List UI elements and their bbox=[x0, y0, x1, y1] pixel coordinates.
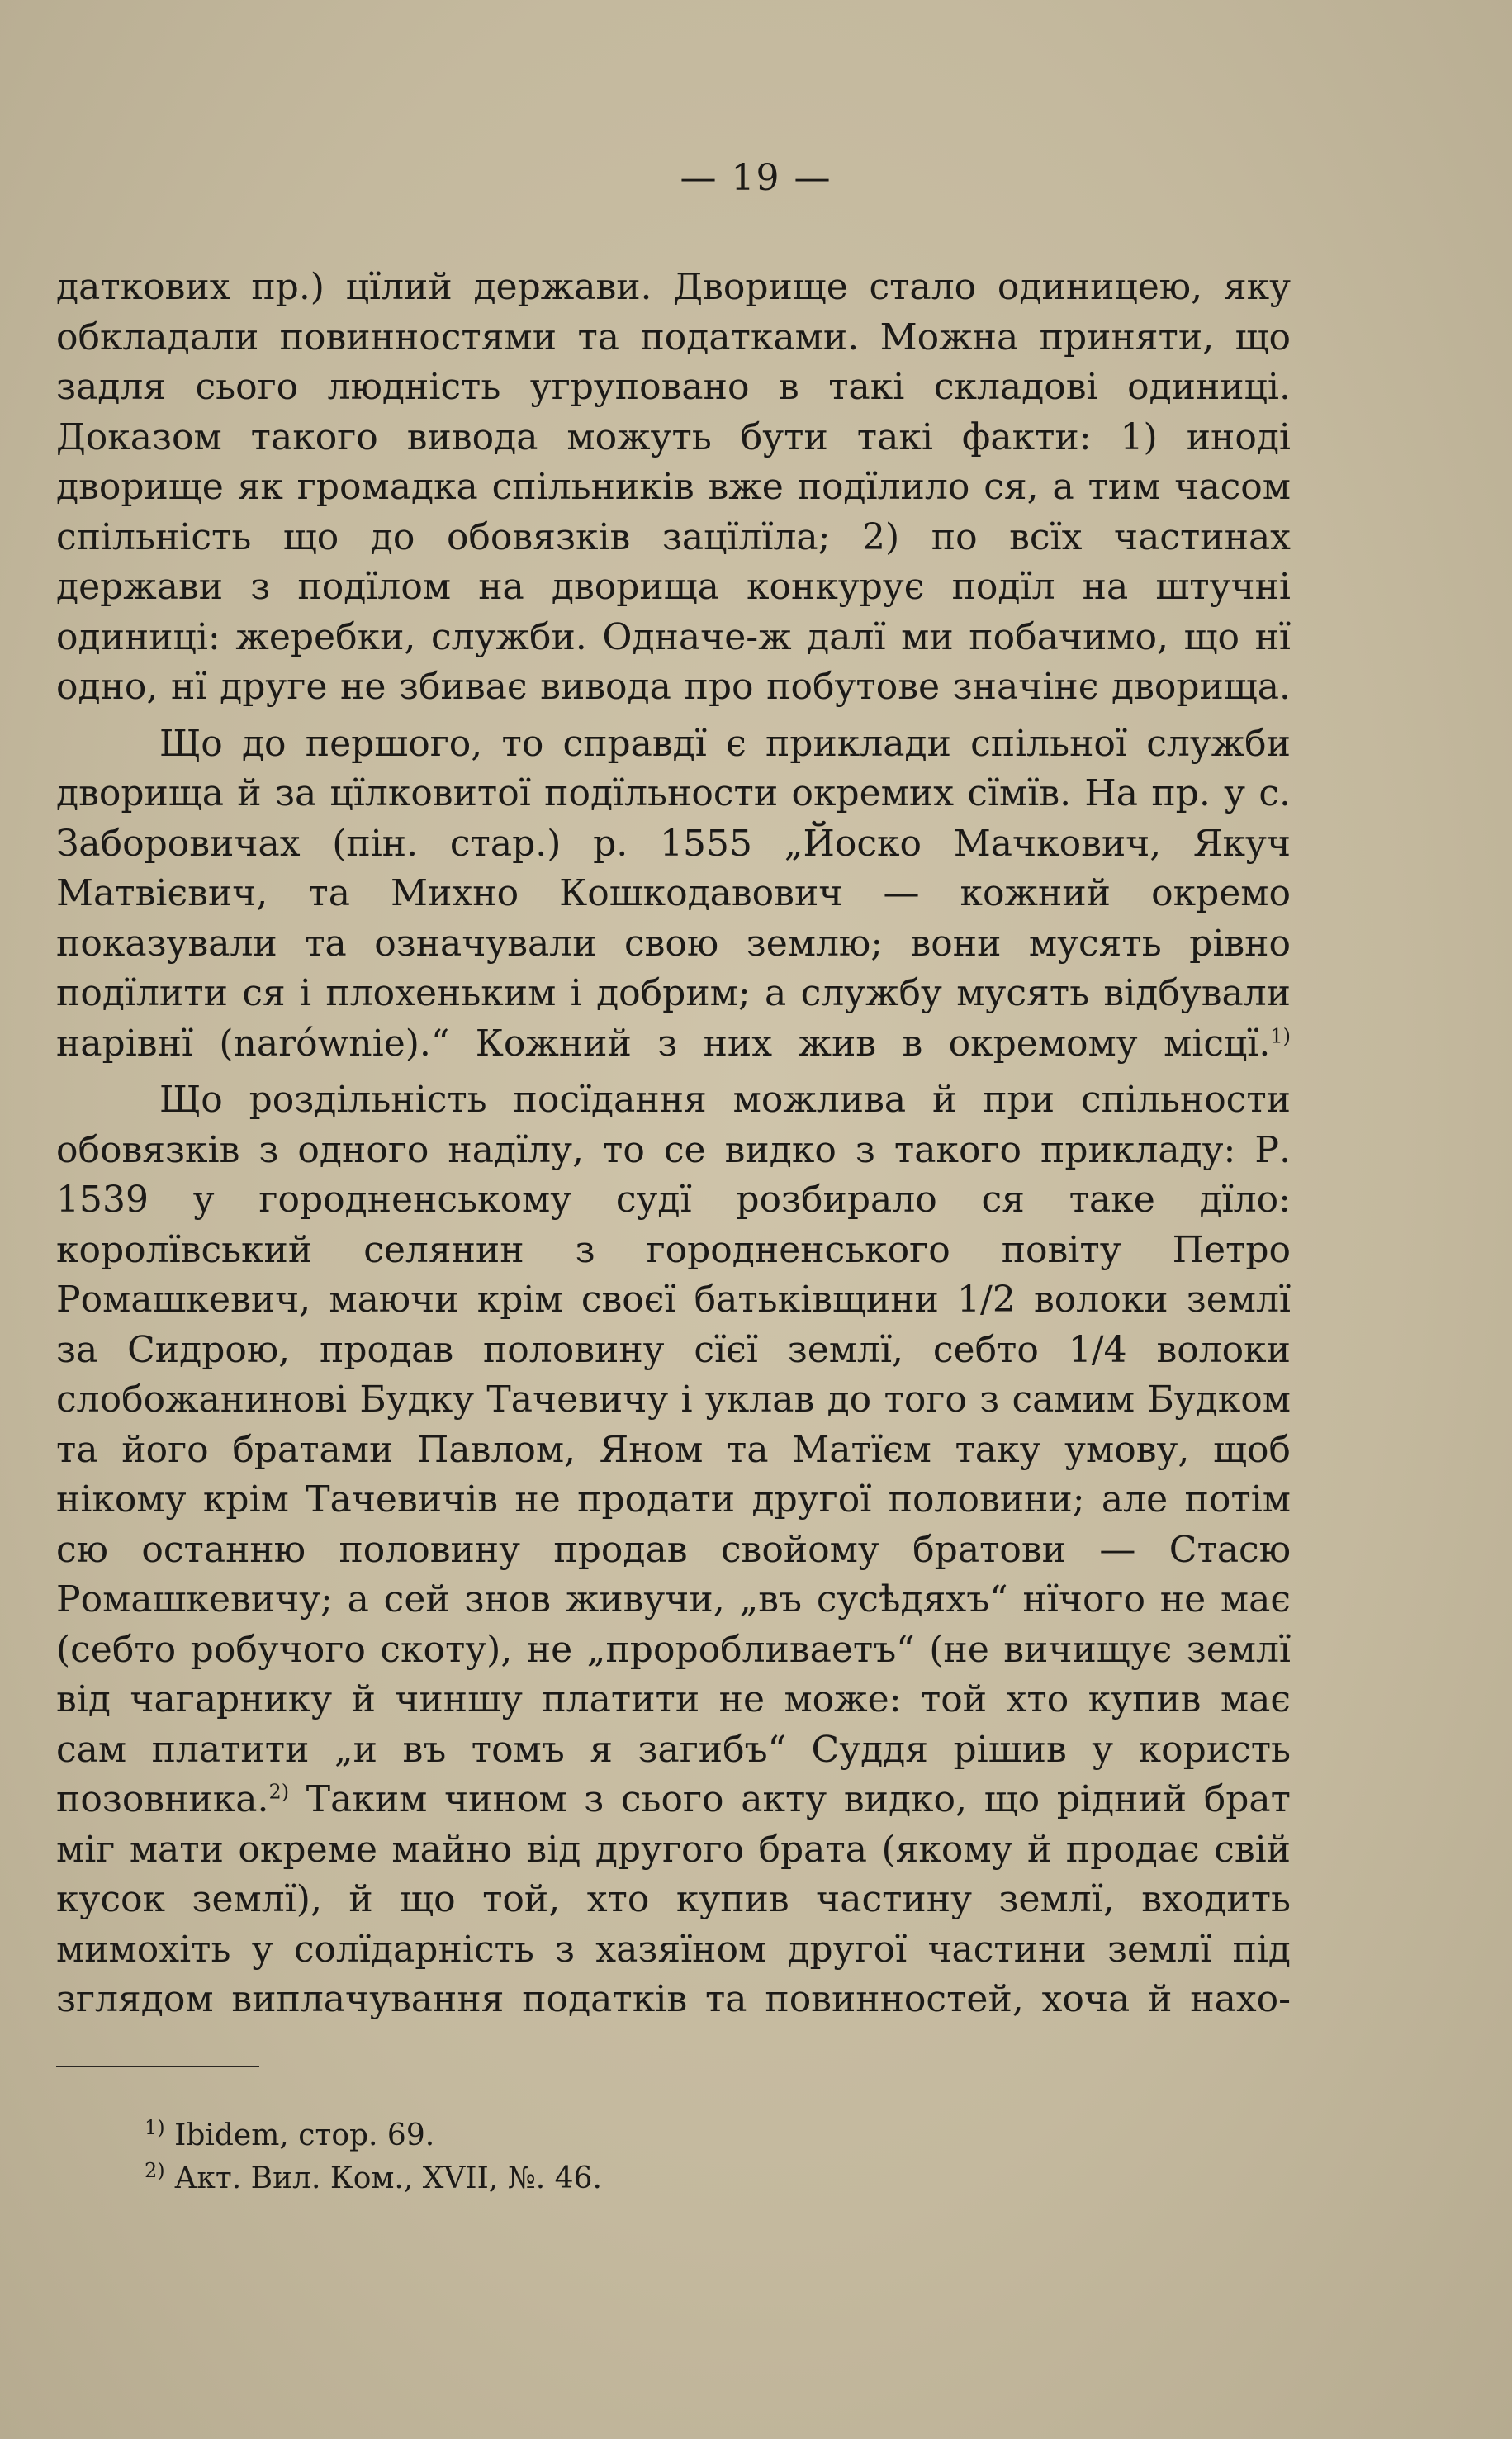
footnote-1-mark: 1) bbox=[145, 2116, 165, 2139]
footnote-2-text: Акт. Вил. Ком., XVII, №. 46. bbox=[174, 2161, 602, 2195]
paragraph-2-text: Що до першого, то справдї є приклади спільної служби дворища й за цїлковитої подїльности окремих сїмїв. На пр. у с. Заборовичах (пін. стар.) р. 1555 „Йоско Мачкович, Якуч Матвієвич, та Михно Кошкодавович — кожний окремо показували та означували свою землю; вони мусять рівно подїлити ся і плохеньким і добрим; а службу мусять відбували нарівнї (narównie).“ Кожний з них жив в окремому місцї. bbox=[56, 722, 1291, 1065]
footnote-ref-1: 1) bbox=[1270, 1023, 1291, 1047]
footnote-1 bbox=[145, 2114, 1218, 2157]
paragraph-3-text: Що роздільність посїдання можлива й при спільности обовязків з одного надїлу, то се видко з такого прикладу: Р. 1539 у городненському судї розбирало ся таке дїло: королївський селянин з городненського повіту Петро Ромашкевич, маючи крім своєї батьківщини 1/2 волоки землї за Сидрою, продав половину сїєї землї, себто 1/4 волоки слобожанинові Будку Тачевичу і уклав до того з самим Будком та його братами Павлом, Яном та Матїєм таку умову, щоб нікому крім Тачевичів не продати другої половини; але потім сю останню половину продав свойому братови — Стасю Ромашкевичу; а сей знов живучи, „въ сусѣдяхъ“ нїчого не має (себто робучого скоту), не „проробливаетъ“ (не вичищує землї від чагарнику й чиншу платити не може: той хто купив має сам платити „и въ томъ я загибъ“ Суддя рішив у користь позовника. bbox=[56, 1079, 1291, 1820]
paragraph-3 bbox=[56, 1075, 1291, 2025]
paragraph-1 bbox=[56, 263, 1291, 713]
footnote-1-text: Ibidem, стор. 69. bbox=[174, 2119, 435, 2152]
paragraph-3-tail: Таким чином з сього акту видко, що рідний брат міг мати окреме майно від другого брата (якому й продає свій кусок землї), й що той, хто купив частину землї, входить мимохіть у солїдарність з хазяїном другої частини землї під зглядом виплачування податків та повинностей, хоча й нахо- bbox=[56, 1778, 1291, 2020]
page-number: — 19 — bbox=[680, 157, 832, 199]
body-text bbox=[56, 263, 1291, 2025]
footnote-2 bbox=[145, 2157, 1218, 2200]
footnote-2-mark: 2) bbox=[145, 2159, 165, 2182]
footnote-divider bbox=[56, 2066, 259, 2067]
footnotes bbox=[145, 2114, 1218, 2200]
paragraph-1-text: даткових пр.) цїлий держави. Дворище стало одиницею, яку обкладали повинностями та податками. Можна приняти, що задля сього людність угруповано в такі складові одиниці. Доказом такого вивода можуть бути такі факти: 1) иноді дворище як громадка спільників вже подїлило ся, а тим часом спільність що до обовязків зацїлїла; 2) по всїх частинах держави з подїлом на дворища конкурує подїл на штучні одиниці: жеребки, служби. Одначе-ж далї ми побачимо, що нї одно, нї друге не збиває вивода про побутове значінє дворища. bbox=[56, 266, 1291, 708]
footnote-ref-2: 2) bbox=[268, 1780, 290, 1804]
paragraph-2 bbox=[56, 719, 1291, 1070]
